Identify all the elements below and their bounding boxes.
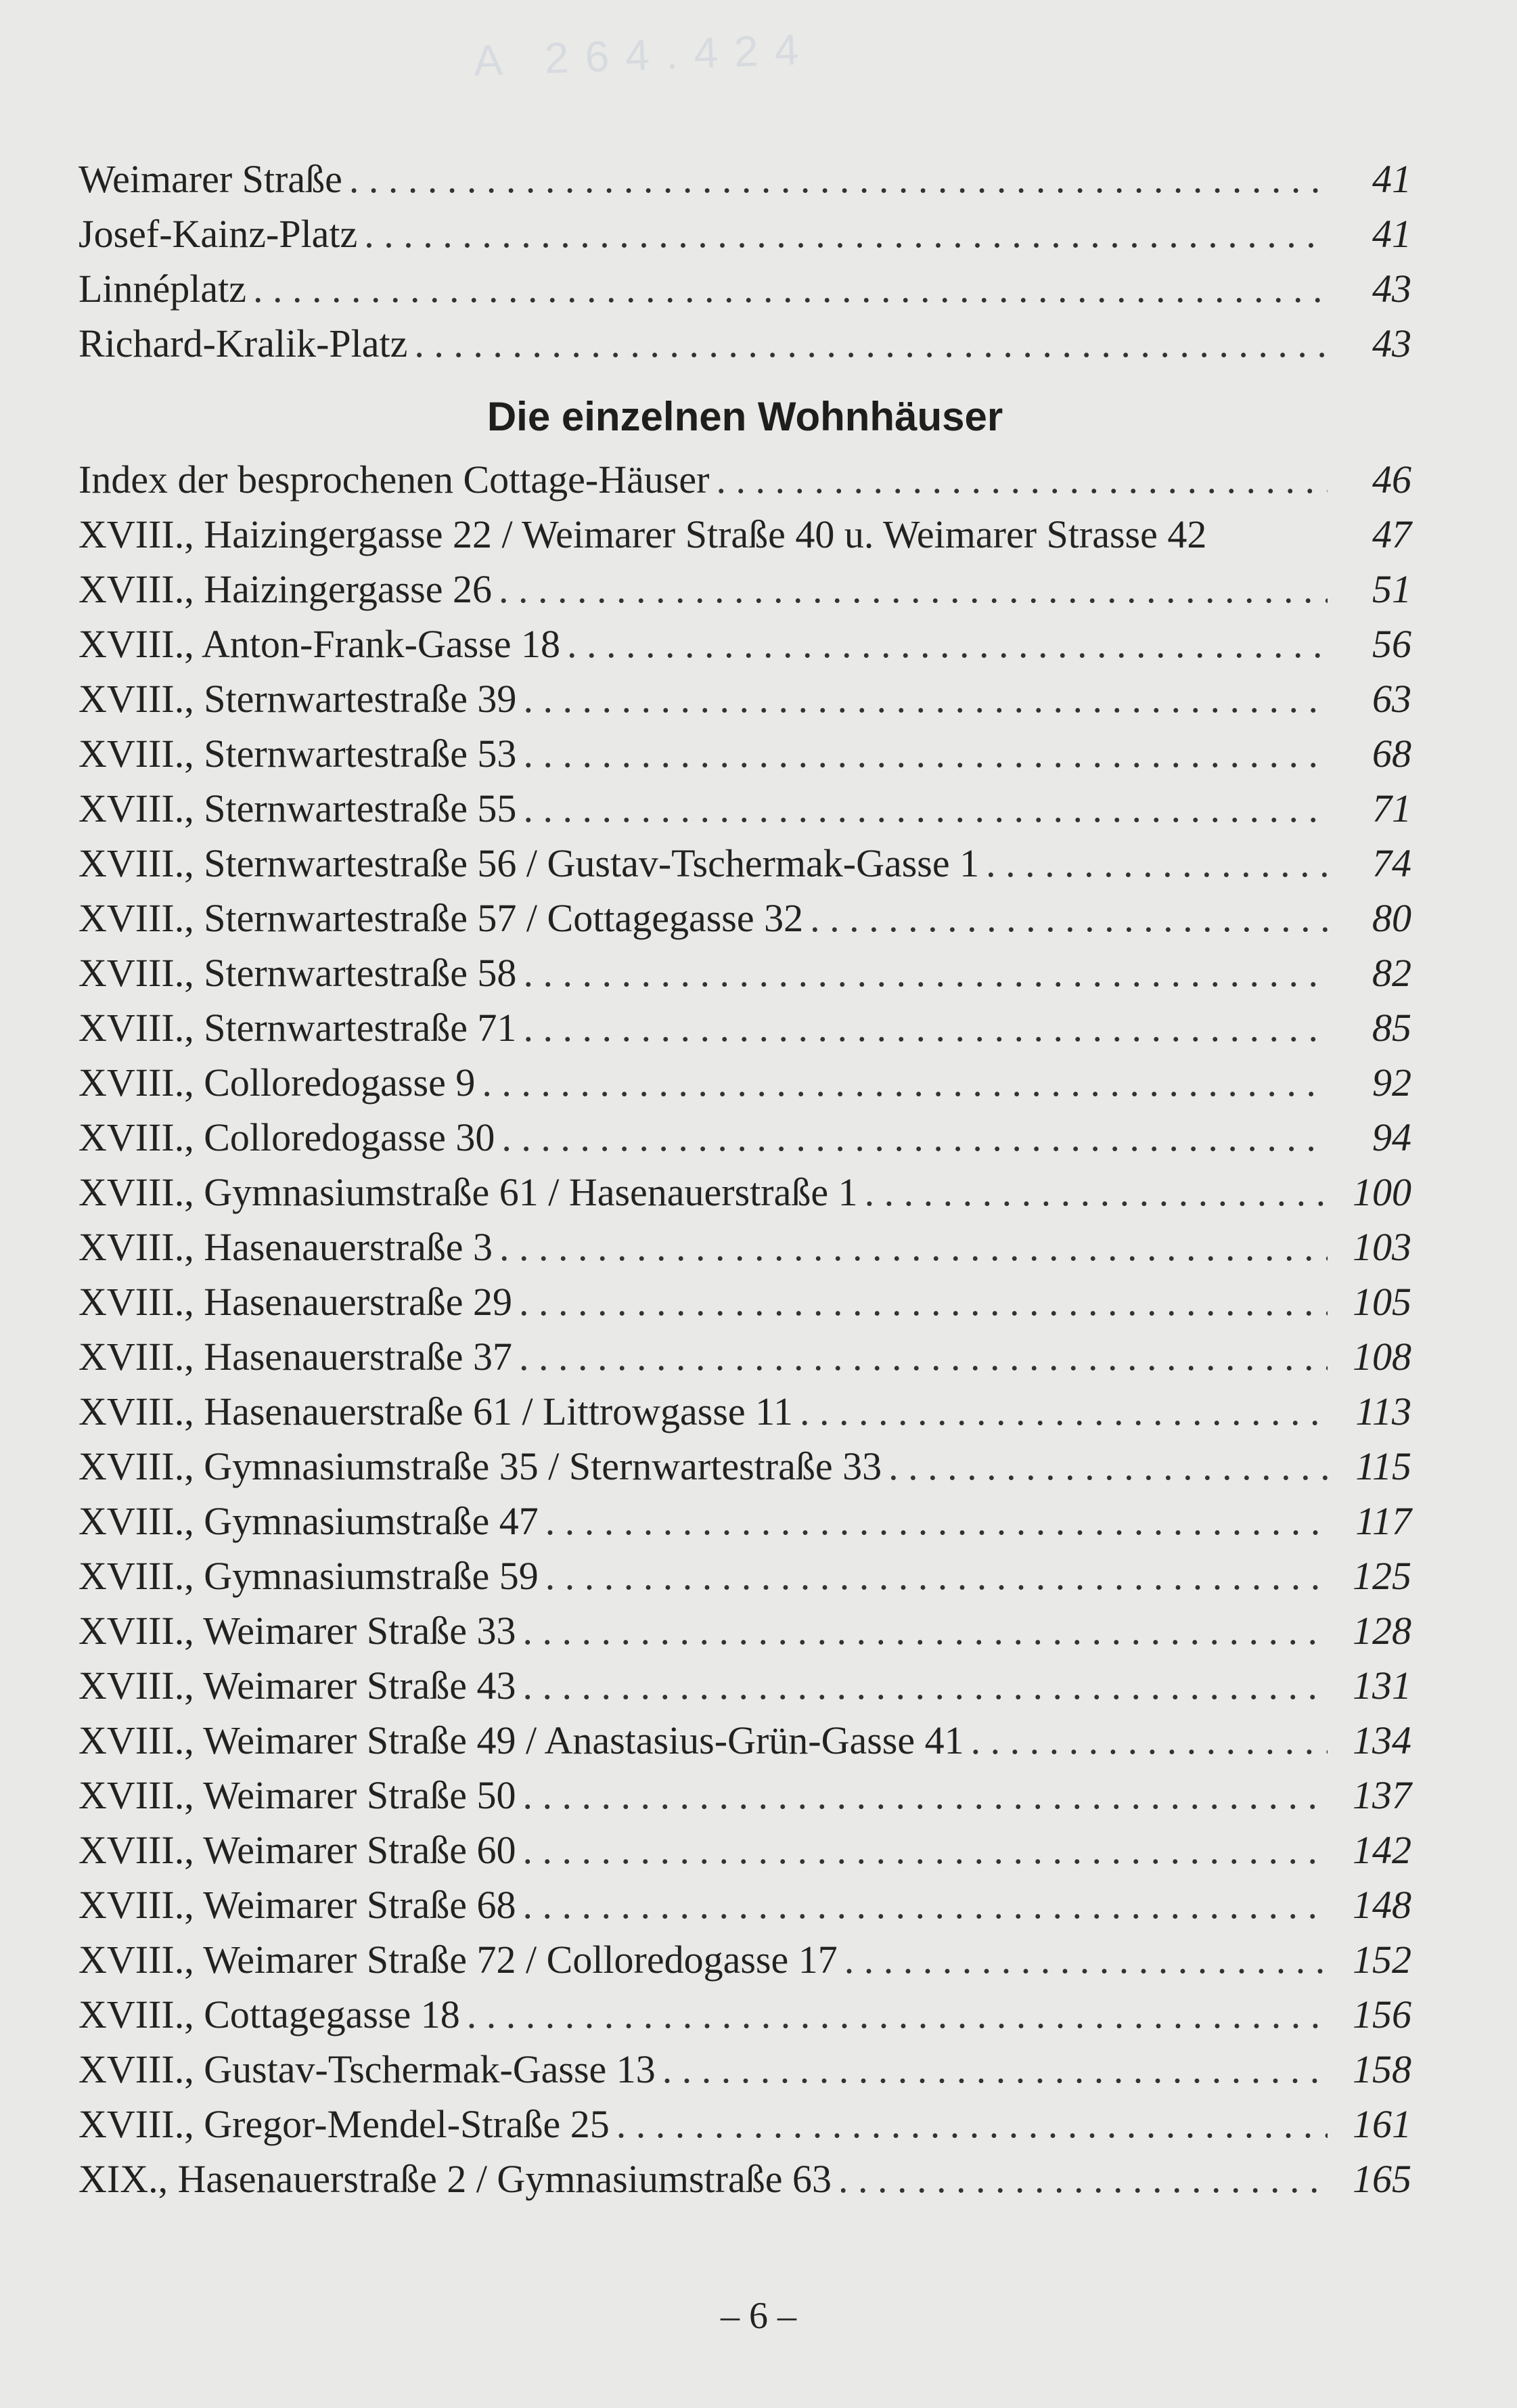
toc-entry-leader-dots	[364, 206, 1328, 261]
toc-entry-page-number: 108	[1353, 1335, 1411, 1379]
toc-entry-page-number: 82	[1372, 951, 1411, 995]
toc-entry-title: XVIII., Weimarer Straße 72 / Colloredogasse 17	[78, 1938, 838, 1982]
toc-entry-page-number: 63	[1372, 677, 1411, 721]
toc-entry-page-number: 46	[1372, 458, 1411, 501]
toc-entry-leader-dots	[545, 1548, 1328, 1603]
toc-entry-leader-dots	[499, 562, 1328, 617]
toc-entry	[78, 836, 1411, 891]
toc-entry-leader-dots	[523, 945, 1328, 1000]
toc-entry-page-number: 71	[1372, 786, 1411, 830]
toc-entry-page-number: 92	[1372, 1061, 1411, 1105]
toc-entry-title: XVIII., Gymnasiumstraße 47	[78, 1499, 539, 1543]
toc-entry-leader-dots	[523, 671, 1328, 726]
toc-entry	[78, 726, 1411, 781]
toc-entry	[78, 1274, 1411, 1329]
toc-entry	[78, 1823, 1411, 1877]
toc-entry-title: XVIII., Hasenauerstraße 29	[78, 1280, 512, 1324]
toc-entry-leader-dots	[482, 1055, 1328, 1110]
toc-entry-title: Index der besprochenen Cottage-Häuser	[78, 458, 710, 501]
toc-entry	[78, 1165, 1411, 1220]
toc-entry-leader-dots	[567, 617, 1328, 671]
toc-entry-page-number: 161	[1353, 2102, 1411, 2146]
toc-entry-page-number: 131	[1353, 1664, 1411, 1708]
page-number: – 6 –	[721, 2295, 796, 2337]
toc-entry-page-number: 47	[1372, 512, 1411, 556]
toc-entry-page-number: 128	[1353, 1609, 1411, 1653]
toc-entry	[78, 1603, 1411, 1658]
toc-entry-leader-dots	[523, 726, 1328, 781]
toc-entry	[78, 1439, 1411, 1494]
toc-entry-title: XVIII., Sternwartestraße 71	[78, 1006, 517, 1050]
toc-entry-leader-dots	[716, 452, 1328, 507]
toc-entry	[78, 945, 1411, 1000]
toc-entry	[78, 1987, 1411, 2042]
toc-entry	[78, 2097, 1411, 2151]
toc-entry-title: XVIII., Sternwartestraße 56 / Gustav-Tschermak-Gasse 1	[78, 841, 980, 885]
toc-entry-title: XVIII., Sternwartestraße 57 / Cottagegasse 32	[78, 896, 804, 940]
toc-entry-leader-dots	[986, 836, 1328, 891]
toc-entry-title: XVIII., Colloredogasse 30	[78, 1115, 495, 1159]
toc-entry-title: XVIII., Sternwartestraße 58	[78, 951, 517, 995]
toc-entry-leader-dots	[545, 1494, 1328, 1548]
toc-entry	[78, 671, 1411, 726]
toc-entry	[78, 1713, 1411, 1768]
toc-entry-title: XVIII., Haizingergasse 26	[78, 567, 492, 611]
toc-entry-leader-dots	[888, 1439, 1328, 1494]
toc-entry-title: XVIII., Gymnasiumstraße 61 / Hasenauerstraße 1	[78, 1170, 858, 1214]
toc-entry-page-number: 103	[1353, 1225, 1411, 1269]
toc-entry-page-number: 137	[1353, 1773, 1411, 1817]
toc-entry-leader-dots	[523, 1877, 1328, 1932]
toc-entry-title: XVIII., Hasenauerstraße 3	[78, 1225, 493, 1269]
toc-entry	[78, 1932, 1411, 1987]
toc-entry	[78, 1220, 1411, 1274]
toc-list-houses	[78, 452, 1411, 2206]
toc-entry-leader-dots	[519, 1274, 1328, 1329]
toc-entry-page-number: 68	[1372, 732, 1411, 776]
toc-entry-leader-dots	[971, 1713, 1328, 1768]
toc-entry	[78, 1329, 1411, 1384]
toc-entry-title: Richard-Kralik-Platz	[78, 321, 408, 365]
toc-entry	[78, 1768, 1411, 1823]
toc-entry-title: Weimarer Straße	[78, 157, 342, 201]
toc-entry	[78, 152, 1411, 206]
toc-entry	[78, 1000, 1411, 1055]
toc-entry-leader-dots	[800, 1384, 1328, 1439]
toc-entry-title: XVIII., Sternwartestraße 39	[78, 677, 517, 721]
toc-entry	[78, 452, 1411, 507]
section-heading: Die einzelnen Wohnhäuser	[486, 394, 1003, 439]
toc-entry-leader-dots	[414, 316, 1328, 371]
toc-entry-leader-dots	[501, 1110, 1328, 1165]
toc-entry-leader-dots	[523, 1603, 1328, 1658]
toc-entry	[78, 316, 1411, 371]
toc-entry-leader-dots	[662, 2042, 1328, 2097]
toc-entry-leader-dots	[253, 261, 1328, 316]
toc-entry-page-number: 125	[1353, 1554, 1411, 1598]
toc-entry-page-number: 115	[1355, 1444, 1411, 1488]
toc-entry	[78, 617, 1411, 671]
toc-entry-page-number: 105	[1353, 1280, 1411, 1324]
toc-entry-title: XVIII., Weimarer Straße 33	[78, 1609, 516, 1653]
toc-entry-page-number: 80	[1372, 896, 1411, 940]
toc-entry-leader-dots	[499, 1220, 1328, 1274]
toc-entry-title: XVIII., Weimarer Straße 50	[78, 1773, 516, 1817]
toc-entry-page-number: 100	[1353, 1170, 1411, 1214]
toc-entry-page-number: 43	[1372, 267, 1411, 311]
toc-entry-title: XVIII., Gustav-Tschermak-Gasse 13	[78, 2047, 656, 2091]
toc-entry-leader-dots	[844, 1932, 1328, 1987]
toc-entry-leader-dots	[523, 1768, 1328, 1823]
toc-entry	[78, 562, 1411, 617]
toc-entry-title: XVIII., Colloredogasse 9	[78, 1061, 476, 1105]
toc-entry-title: Linnéplatz	[78, 267, 247, 311]
toc-entry-page-number: 148	[1353, 1883, 1411, 1927]
toc-entry-leader-dots	[349, 152, 1328, 206]
toc-entry	[78, 1110, 1411, 1165]
toc-entry-title: XVIII., Haizingergasse 22 / Weimarer Straße 40 u. Weimarer Strasse 42	[78, 512, 1207, 556]
toc-entry-title: XVIII., Gymnasiumstraße 59	[78, 1554, 539, 1598]
toc-entry	[78, 1055, 1411, 1110]
toc-entry	[78, 2151, 1411, 2206]
toc-entry	[78, 2042, 1411, 2097]
toc-entry	[78, 1384, 1411, 1439]
toc-entry-page-number: 117	[1355, 1499, 1411, 1543]
library-stamp: A 264.424	[472, 24, 816, 85]
toc-entry-page-number: 134	[1353, 1718, 1411, 1762]
toc-entry-leader-dots	[523, 1658, 1328, 1713]
toc-entry-title: XVIII., Gymnasiumstraße 35 / Sternwartestraße 33	[78, 1444, 882, 1488]
toc-entry-leader-dots	[838, 2151, 1328, 2206]
toc-entry-page-number: 41	[1372, 157, 1411, 201]
toc-entry-leader-dots	[523, 1000, 1328, 1055]
toc-entry-leader-dots	[467, 1987, 1328, 2042]
toc-entry-title: Josef-Kainz-Platz	[78, 212, 358, 256]
toc-entry-leader-dots	[523, 1823, 1328, 1877]
toc-entry-leader-dots	[523, 781, 1328, 836]
toc-entry-title: XVIII., Weimarer Straße 49 / Anastasius-Grün-Gasse 41	[78, 1718, 964, 1762]
toc-entry-leader-dots	[810, 891, 1328, 945]
table-of-contents	[78, 152, 1411, 2206]
toc-entry-title: XVIII., Anton-Frank-Gasse 18	[78, 622, 560, 666]
toc-entry	[78, 1548, 1411, 1603]
toc-entry	[78, 261, 1411, 316]
toc-entry-page-number: 158	[1353, 2047, 1411, 2091]
toc-entry-page-number: 43	[1372, 321, 1411, 365]
toc-entry-page-number: 51	[1372, 567, 1411, 611]
toc-entry-leader-dots	[616, 2097, 1328, 2151]
toc-entry-page-number: 165	[1353, 2157, 1411, 2201]
toc-entry-page-number: 74	[1372, 841, 1411, 885]
toc-entry-page-number: 41	[1372, 212, 1411, 256]
toc-entry-title: XVIII., Weimarer Straße 43	[78, 1664, 516, 1708]
toc-entry	[78, 781, 1411, 836]
toc-entry-title: XVIII., Hasenauerstraße 61 / Littrowgasse 11	[78, 1389, 794, 1433]
toc-entry-title: XVIII., Cottagegasse 18	[78, 1992, 460, 2036]
toc-entry-page-number: 156	[1353, 1992, 1411, 2036]
toc-entry-title: XVIII., Weimarer Straße 68	[78, 1883, 516, 1927]
toc-entry-page-number: 94	[1372, 1115, 1411, 1159]
toc-entry	[78, 1658, 1411, 1713]
toc-entry	[78, 507, 1411, 562]
toc-entry-leader-dots	[865, 1165, 1328, 1220]
toc-list-streets	[78, 152, 1411, 371]
toc-entry	[78, 206, 1411, 261]
toc-entry-title: XVIII., Hasenauerstraße 37	[78, 1335, 512, 1379]
toc-entry-page-number: 152	[1353, 1938, 1411, 1982]
toc-entry-title: XVIII., Gregor-Mendel-Straße 25	[78, 2102, 610, 2146]
toc-entry-page-number: 113	[1355, 1389, 1411, 1433]
toc-entry-leader-dots	[519, 1329, 1328, 1384]
toc-entry-title: XVIII., Weimarer Straße 60	[78, 1828, 516, 1872]
toc-entry	[78, 891, 1411, 945]
toc-entry	[78, 1877, 1411, 1932]
toc-entry-title: XVIII., Sternwartestraße 53	[78, 732, 517, 776]
toc-entry	[78, 1494, 1411, 1548]
toc-entry-title: XVIII., Sternwartestraße 55	[78, 786, 517, 830]
toc-entry-page-number: 85	[1372, 1006, 1411, 1050]
toc-entry-page-number: 142	[1353, 1828, 1411, 1872]
toc-entry-title: XIX., Hasenauerstraße 2 / Gymnasiumstraße 63	[78, 2157, 832, 2201]
toc-entry-page-number: 56	[1372, 622, 1411, 666]
